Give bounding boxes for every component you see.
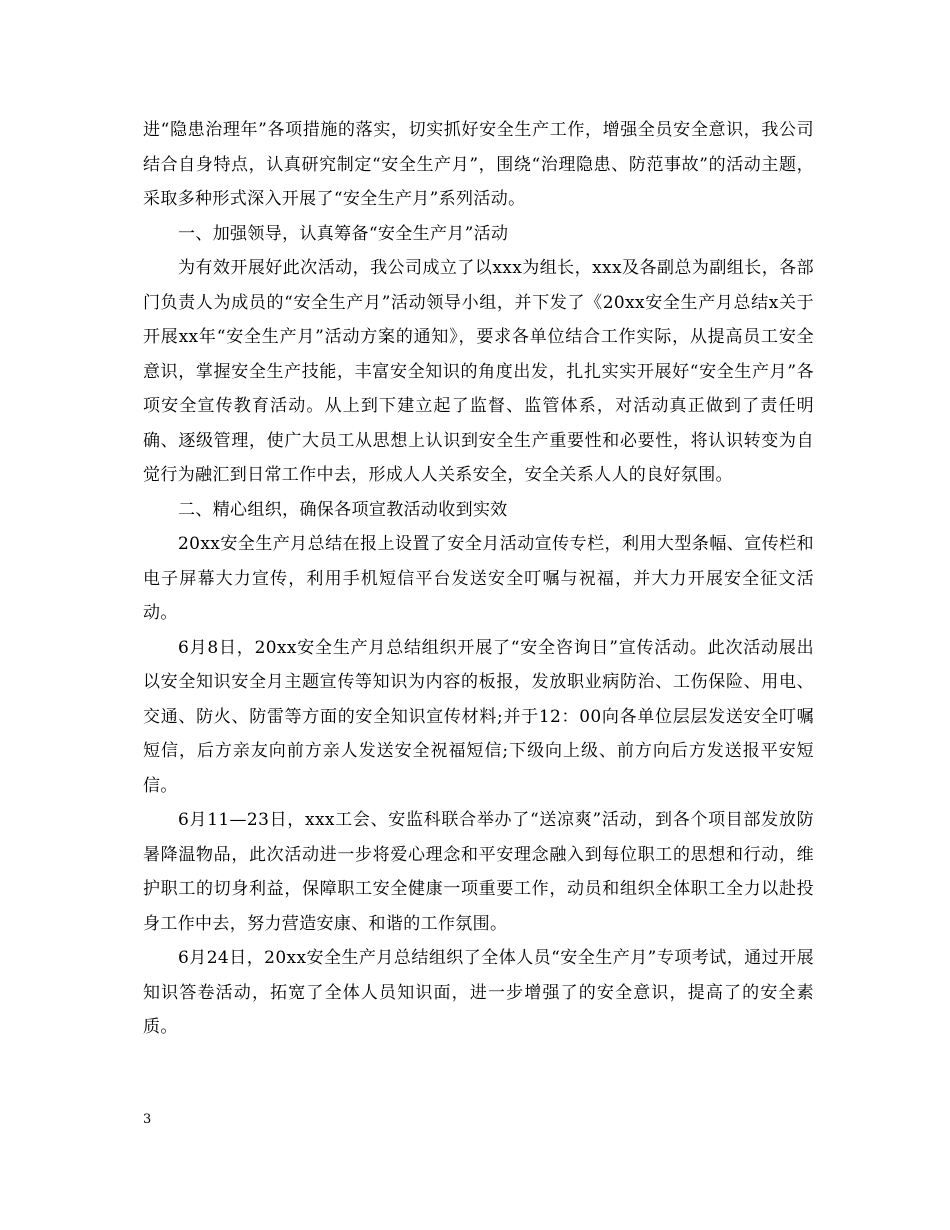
page-number: 3 (143, 1112, 152, 1127)
body-paragraph-2: 20xx安全生产月总结在报上设置了安全月活动宣传专栏，利用大型条幅、宣传栏和电子屏幕大力宣传，利用手机短信平台发送安全叮嘱与祝福，并大力开展安全征文活动。 (143, 534, 814, 623)
body-paragraph-1: 为有效开展好此次活动，我公司成立了以xxx为组长，xxx及各副总为副组长，各部门负责人为成员的“安全生产月”活动领导小组，并下发了《20xx安全生产月总结x关于开展xx年“安全生产月”活动方案的通知》，要求各单位结合工作实际，从提高员工安全意识，掌握安全生产技能，丰富安全知识的角度出发，扎扎实实开展好“安全生产月”各项安全宣传教育活动。从上到下建立起了监督、监管体系，对活动真正做到了责任明确、逐级管理，使广大员工从思想上认识到安全生产重要性和必要性，将认识转变为自觉行为融汇到日常工作中去，形成人人关系安全，安全关系人人的良好氛围。 (143, 258, 814, 485)
section-heading-1: 一、加强领导，认真筹备“安全生产月”活动 (178, 223, 509, 244)
section-heading-2: 二、精心组织，确保各项宣教活动收到实效 (178, 499, 508, 520)
intro-paragraph: 进“隐患治理年”各项措施的落实，切实抓好安全生产工作，增强全员安全意识，我公司结合自身特点，认真研究制定“安全生产月”，围绕“治理隐患、防范事故”的活动主题，采取多种形式深入开展了“安全生产月”系列活动。 (143, 120, 814, 209)
body-paragraph-3: 6月8日，20xx安全生产月总结组织开展了“安全咨询日”宣传活动。此次活动展出以安全知识安全月主题宣传等知识为内容的板报，发放职业病防治、工伤保险、用电、交通、防火、防雷等方面的安全知识宣传材料;并于12：00向各单位层层发送安全叮嘱短信，后方亲友向前方亲人发送安全祝福短信;下级向上级、前方向后方发送报平安短信。 (143, 637, 814, 796)
document-body (143, 113, 814, 1045)
body-paragraph-4: 6月11—23日，xxx工会、安监科联合举办了“送凉爽”活动，到各个项目部发放防暑降温物品，此次活动进一步将爱心理念和平安理念融入到每位职工的思想和行动，维护职工的切身利益，保障职工安全健康一项重要工作，动员和组织全体职工全力以赴投身工作中去，努力营造安康、和谐的工作氛围。 (143, 810, 814, 934)
body-paragraph-5: 6月24日，20xx安全生产月总结组织了全体人员“安全生产月”专项考试，通过开展知识答卷活动，拓宽了全体人员知识面，进一步增强了的安全意识，提高了的安全素质。 (143, 948, 814, 1037)
